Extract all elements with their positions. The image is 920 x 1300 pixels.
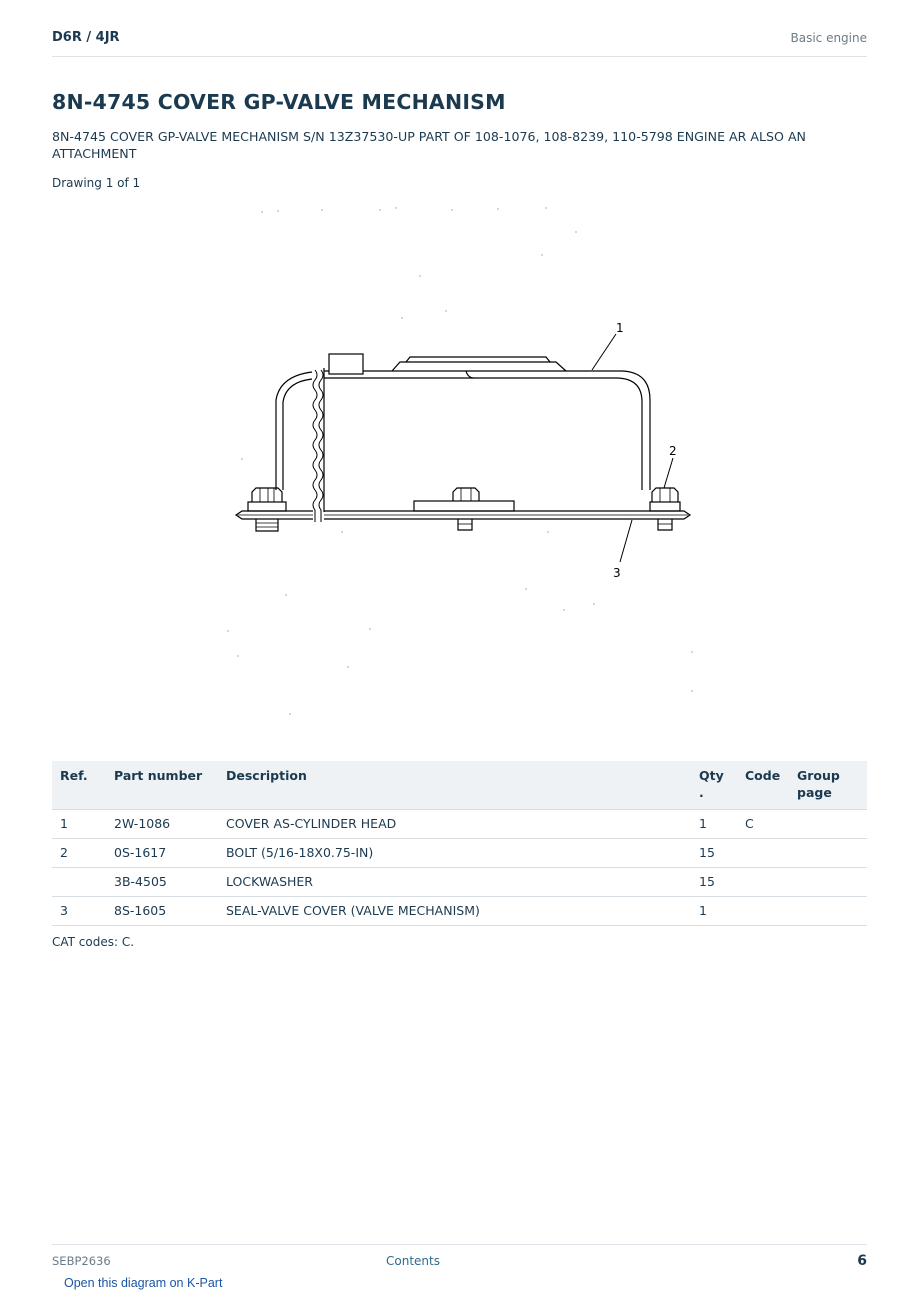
col-part-number: Part number	[106, 761, 218, 810]
col-group-line1: Group	[797, 768, 840, 783]
cell-group-page	[789, 897, 867, 926]
col-description: Description	[218, 761, 691, 810]
col-ref: Ref.	[52, 761, 106, 810]
col-qty-line1: Qty	[699, 768, 724, 783]
cell-ref: 3	[52, 897, 106, 926]
cell-qty: 1	[691, 897, 737, 926]
cell-code	[737, 839, 789, 868]
cell-description: COVER AS-CYLINDER HEAD	[218, 810, 691, 839]
cell-part-number: 0S-1617	[106, 839, 218, 868]
col-qty-line2: .	[699, 785, 704, 800]
page-number: 6	[857, 1253, 867, 1269]
drawing-label: Drawing 1 of 1	[52, 176, 141, 190]
cell-part-number: 3B-4505	[106, 868, 218, 897]
col-group-line2: page	[797, 785, 832, 800]
page-title: 8N-4745 COVER GP-VALVE MECHANISM	[52, 90, 506, 114]
cell-part-number: 8S-1605	[106, 897, 218, 926]
document-id: SEBP2636	[52, 1254, 111, 1268]
cell-code	[737, 868, 789, 897]
table-row	[52, 897, 867, 926]
page-header	[52, 28, 867, 57]
cell-description: SEAL-VALVE COVER (VALVE MECHANISM)	[218, 897, 691, 926]
cell-group-page	[789, 839, 867, 868]
cell-description: BOLT (5/16-18X0.75-IN)	[218, 839, 691, 868]
col-qty	[691, 761, 737, 810]
col-group-page	[789, 761, 867, 810]
table-row	[52, 810, 867, 839]
cell-code: C	[737, 810, 789, 839]
cell-ref: 2	[52, 839, 106, 868]
table-row	[52, 868, 867, 897]
cell-qty: 15	[691, 868, 737, 897]
cell-code	[737, 897, 789, 926]
parts-diagram	[220, 200, 710, 730]
parts-table	[52, 761, 867, 926]
table-row	[52, 839, 867, 868]
contents-link[interactable]: Contents	[386, 1254, 440, 1268]
table-header-row	[52, 761, 867, 810]
diagram-callout-2: 2	[669, 444, 677, 458]
cell-description: LOCKWASHER	[218, 868, 691, 897]
valve-cover-drawing	[236, 334, 690, 562]
model-breadcrumb: D6R / 4JR	[52, 30, 120, 45]
cell-qty: 15	[691, 839, 737, 868]
diagram-callout-3: 3	[613, 566, 621, 580]
cell-qty: 1	[691, 810, 737, 839]
cell-ref	[52, 868, 106, 897]
page-subtitle: 8N-4745 COVER GP-VALVE MECHANISM S/N 13Z37530-UP PART OF 108-1076, 108-8239, 110-5798 ENGINE AR ALSO AN ATTACHMENT	[52, 129, 806, 161]
page-footer	[52, 1244, 867, 1275]
cell-group-page	[789, 868, 867, 897]
section-name: Basic engine	[790, 31, 867, 45]
diagram-specks	[227, 207, 692, 714]
cat-codes-note: CAT codes: C.	[52, 935, 135, 949]
kpart-diagram-link[interactable]: Open this diagram on K-Part	[64, 1276, 223, 1290]
cell-ref: 1	[52, 810, 106, 839]
cell-part-number: 2W-1086	[106, 810, 218, 839]
diagram-callout-1: 1	[616, 321, 624, 335]
col-code: Code	[737, 761, 789, 810]
cell-group-page	[789, 810, 867, 839]
